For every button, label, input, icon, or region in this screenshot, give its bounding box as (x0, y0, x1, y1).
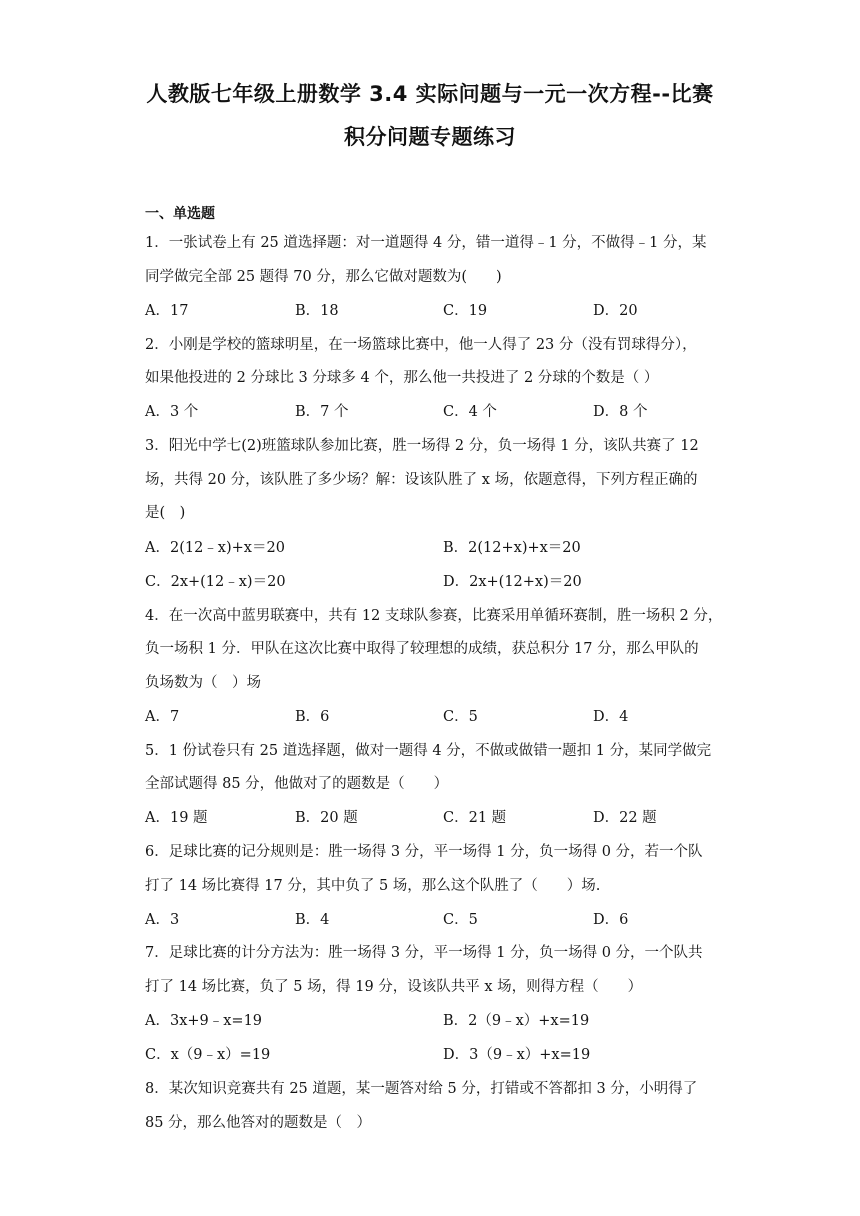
question-2-text-line-2: 如果他投进的 2 分球比 3 分球多 4 个，那么他一共投进了 2 分球的个数是（ ） (145, 370, 659, 386)
question-1-option-d: D．20 (593, 303, 638, 319)
question-1-option-c: C．19 (443, 303, 488, 319)
question-7-option-d: D．3（9﹣x）+x=19 (443, 1047, 591, 1063)
question-6-option-d: D．6 (593, 912, 629, 928)
question-6-text-line-1: 6．足球比赛的记分规则是：胜一场得 3 分，平一场得 1 分，负一场得 0 分，若一个队 (145, 844, 703, 860)
question-3-option-c: C．2x+(12﹣x)＝20 (145, 574, 286, 590)
question-5-option-b: B．20 题 (295, 810, 358, 826)
question-4-text-line-2: 负一场积 1 分．甲队在这次比赛中取得了较理想的成绩，获总积分 17 分，那么甲队的 (145, 641, 699, 657)
document-title-line-1: 人教版七年级上册数学 3.4 实际问题与一元一次方程--比赛 (146, 82, 714, 106)
question-8-text-line-1: 8．某次知识竞赛共有 25 道题，某一题答对给 5 分，打错或不答都扣 3 分，小明得了 (145, 1081, 698, 1097)
question-1-option-b: B．18 (295, 303, 339, 319)
question-1-option-a: A．17 (145, 303, 189, 319)
question-4-option-c: C．5 (443, 709, 478, 725)
question-6-option-c: C．5 (443, 912, 478, 928)
question-3-option-d: D．2x+(12+x)＝20 (443, 574, 582, 590)
question-4-option-a: A．7 (145, 709, 180, 725)
question-4-text-line-3: 负场数为（ ）场 (145, 675, 261, 691)
question-7-text-line-2: 打了 14 场比赛，负了 5 场，得 19 分，设该队共平 x 场，则得方程（ ） (145, 979, 643, 995)
question-3-text-line-2: 场，共得 20 分，该队胜了多少场？解：设该队胜了 x 场，依题意得，下列方程正确的 (145, 472, 698, 488)
question-7-option-c: C．x（9﹣x）=19 (145, 1047, 271, 1063)
question-2-text-line-1: 2．小刚是学校的篮球明星，在一场篮球比赛中，他一人得了 23 分（没有罚球得分）， (145, 337, 697, 353)
question-3-text-line-3: 是( ) (145, 505, 186, 521)
question-6-text-line-2: 打了 14 场比赛得 17 分，其中负了 5 场，那么这个队胜了（ ）场. (145, 878, 601, 894)
question-8-text-line-2: 85 分，那么他答对的题数是（ ） (145, 1115, 372, 1131)
question-7-text-line-1: 7．足球比赛的计分方法为：胜一场得 3 分，平一场得 1 分，负一场得 0 分，一个队共 (145, 945, 703, 961)
document-title-line-2: 积分问题专题练习 (344, 125, 516, 149)
question-2-option-c: C．4 个 (443, 404, 497, 420)
question-7-option-a: A．3x+9﹣x=19 (145, 1013, 263, 1029)
question-4-option-d: D．4 (593, 709, 629, 725)
question-2-option-d: D．8 个 (593, 404, 648, 420)
question-1-text-line-2: 同学做完全部 25 题得 70 分，那么它做对题数为( ) (145, 269, 502, 285)
question-5-text-line-2: 全部试题得 85 分，他做对了的题数是（ ） (145, 776, 449, 792)
question-6-option-b: B．4 (295, 912, 330, 928)
section-heading: 一、单选题 (145, 206, 215, 222)
question-3-option-b: B．2(12+x)+x＝20 (443, 540, 581, 556)
question-3-text-line-1: 3．阳光中学七(2)班篮球队参加比赛，胜一场得 2 分，负一场得 1 分，该队共赛了 12 (145, 438, 699, 454)
question-6-option-a: A．3 (145, 912, 180, 928)
question-3-option-a: A．2(12﹣x)+x＝20 (145, 540, 285, 556)
question-5-text-line-1: 5．1 份试卷只有 25 道选择题，做对一题得 4 分，不做或做错一题扣 1 分，某同学做完 (145, 743, 712, 759)
question-7-option-b: B．2（9﹣x）+x=19 (443, 1013, 590, 1029)
question-1-text-line-1: 1．一张试卷上有 25 道选择题：对一道题得 4 分，错一道得﹣1 分，不做得﹣1 分，某 (145, 235, 707, 251)
question-4-text-line-1: 4．在一次高中蓝男联赛中，共有 12 支球队参赛，比赛采用单循环赛制，胜一场积 2 分， (145, 608, 723, 624)
question-2-option-b: B．7 个 (295, 404, 349, 420)
question-4-option-b: B．6 (295, 709, 330, 725)
question-5-option-c: C．21 题 (443, 810, 507, 826)
question-5-option-a: A．19 题 (145, 810, 208, 826)
question-5-option-d: D．22 题 (593, 810, 657, 826)
question-2-option-a: A．3 个 (145, 404, 199, 420)
